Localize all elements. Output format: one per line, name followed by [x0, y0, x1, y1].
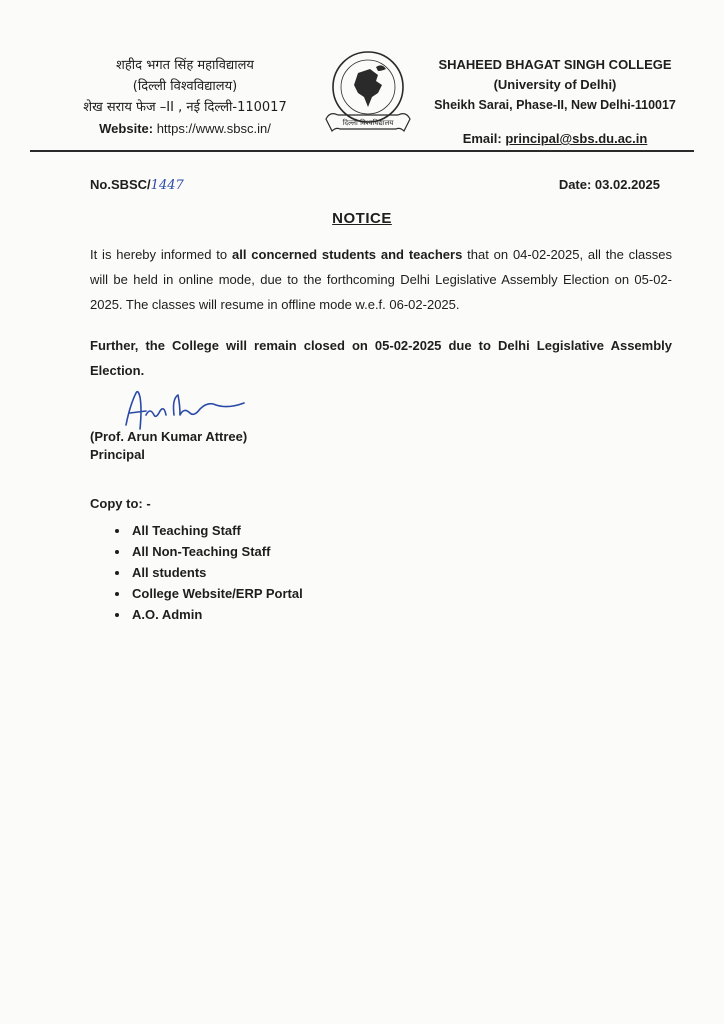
website-label: Website:: [99, 121, 154, 136]
reference-handwritten-number: 1447: [150, 178, 184, 193]
email-link[interactable]: principal@sbs.du.ac.in: [505, 131, 648, 146]
hindi-address: शेख सराय फेज –II , नई दिल्ली-110017: [83, 100, 287, 115]
hindi-university: (दिल्ली विश्वविद्यालय): [132, 79, 238, 94]
signatory-block: [90, 428, 247, 464]
website-link[interactable]: https://www.sbsc.in/: [156, 121, 271, 136]
signatory-name: (Prof. Arun Kumar Attree): [90, 429, 248, 444]
notice-paragraph-1: [90, 242, 672, 317]
reference-prefix: No.SBSC/: [90, 177, 151, 192]
hindi-college-name: शहीद भगत सिंह महाविद्यालय: [116, 58, 254, 73]
college-address: Sheikh Sarai, Phase-II, New Delhi-110017: [434, 98, 676, 112]
handwritten-signature-icon: [120, 385, 250, 433]
header-divider: [30, 150, 694, 152]
para1-audience: all concerned students and teachers: [231, 247, 463, 262]
signatory-designation: Principal: [90, 447, 145, 462]
copy-to-label: Copy to: -: [90, 496, 151, 511]
college-name: SHAHEED BHAGAT SINGH COLLEGE: [438, 57, 672, 72]
notice-paragraph-2: Further, the College will remain closed on 05-02-2025 due to Delhi Legislative Assembly Election.: [90, 338, 672, 378]
university-name: (University of Delhi): [493, 77, 617, 92]
copy-to-list: [108, 520, 303, 625]
english-letterhead: [425, 55, 685, 149]
reference-number: [90, 177, 184, 193]
email-line: [425, 129, 685, 149]
hindi-letterhead: [60, 55, 310, 139]
list-item: • All students: [130, 562, 303, 583]
list-item: • All Non-Teaching Staff: [130, 541, 303, 562]
notice-title: NOTICE: [332, 210, 392, 227]
list-item: • A.O. Admin: [130, 604, 303, 625]
college-seal-emblem-icon: [318, 45, 418, 140]
notice-date: Date: 03.02.2025: [558, 177, 660, 192]
para1-body: that on 04-02-2025, all the classes will be held in online mode, due to the forthcoming Delhi Legislative Assembly Election on 05-02-2025. The classes will resume in offline mode w.e.f. 06-02-2025.: [90, 247, 673, 312]
para1-intro: It is hereby informed to: [90, 247, 232, 262]
list-item: • All Teaching Staff: [130, 520, 303, 541]
website-line: [60, 118, 310, 139]
list-item: • College Website/ERP Portal: [130, 583, 303, 604]
emblem-banner-text: दिल्ली विश्वविद्यालय: [342, 119, 394, 127]
email-label: Email:: [462, 131, 502, 146]
